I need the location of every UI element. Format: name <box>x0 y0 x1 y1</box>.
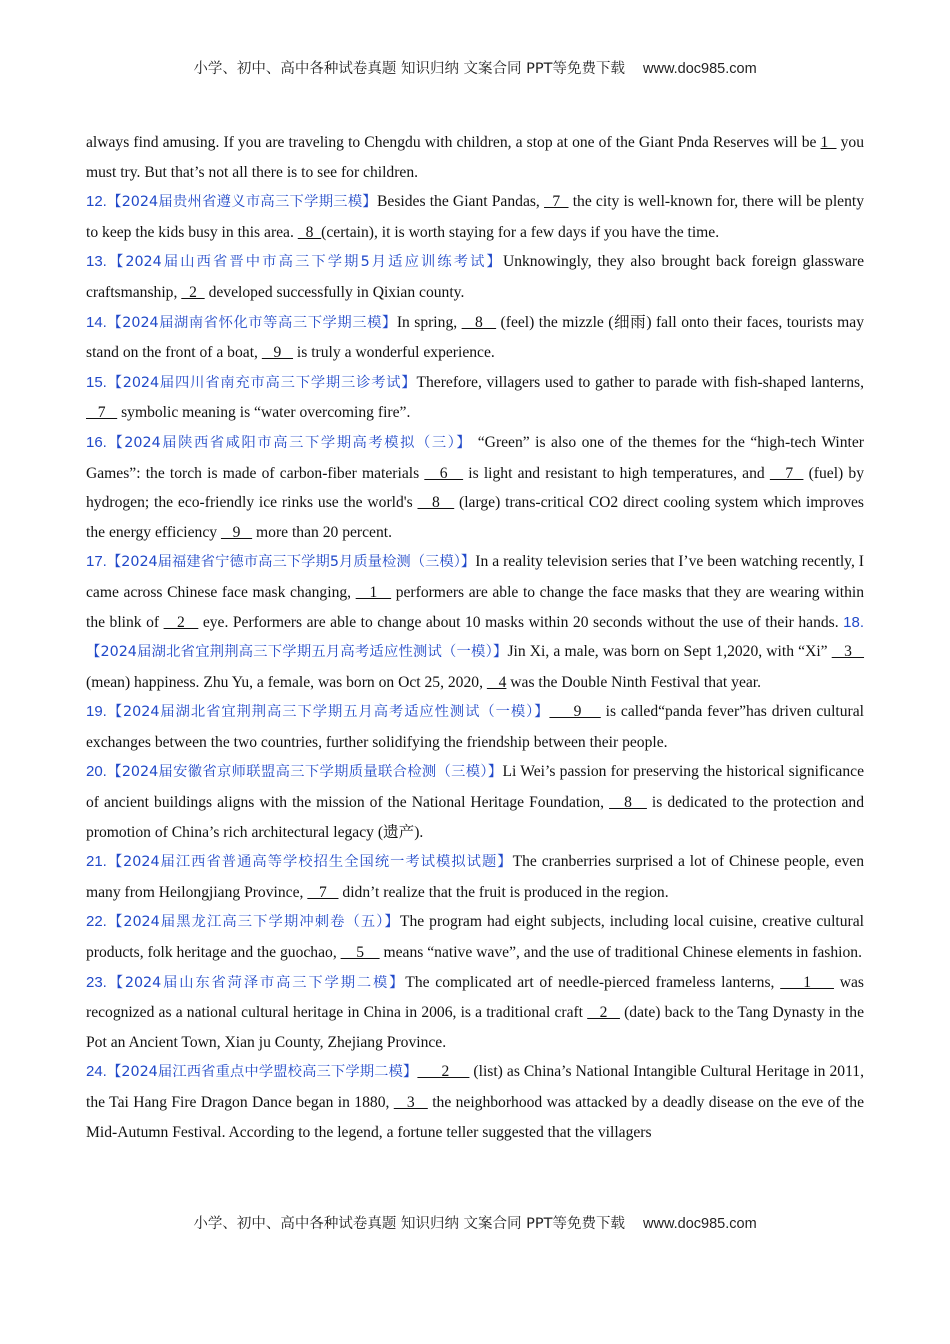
question-paragraph <box>86 547 864 697</box>
question-paragraph <box>86 757 864 847</box>
question-number: 21. <box>86 853 107 871</box>
question-text: (mean) happiness. Zhu Yu, a female, was born on Oct 25, 2020, <box>86 673 487 691</box>
question-number: 23. <box>86 973 107 991</box>
question-text: (large) trans-critical CO2 direct cooling system which improves the energy efficiency <box>86 494 865 541</box>
question-text: The program had eight subjects, including local cuisine, creative cultural products, folk heritage and the guochao, <box>86 913 864 962</box>
question-paragraph <box>86 308 864 368</box>
question-text: “Green” is also one of the themes for the “high-tech Winter Games”: the torch is made of carbon-fiber materials <box>86 433 864 482</box>
question-source: 【2024届江西省普通高等学校招生全国统一考试模拟试题】 <box>106 854 513 871</box>
question-text: The cranberries surprised a lot of Chinese people, even many from Heilongjiang Province, <box>86 853 864 901</box>
question-number: 20. <box>86 763 107 781</box>
question-number: 22. <box>86 913 107 931</box>
question-source: 【2024届湖北省宜荆荆高三下学期五月高考适应性测试（一模）】 <box>106 704 550 721</box>
answer-blank: 7 <box>307 883 339 901</box>
question-paragraph <box>86 428 864 547</box>
header-banner <box>0 57 950 78</box>
answer-blank: 3 <box>831 643 865 661</box>
question-paragraph <box>86 1057 864 1147</box>
question-source: 【2024届黑龙江高三下学期冲刺卷（五）】 <box>106 914 400 931</box>
question-text: the neighborhood was attacked by a deadly disease on the eve of the Mid-Autumn Festival. According to the legend, a fortune teller suggested that the villagers <box>86 1094 864 1141</box>
answer-blank: 1 <box>820 134 837 151</box>
question-text: (date) back to the Tang Dynasty in the Pot an Ancient Town, Xian ju County, Zhejiang Province. <box>86 1004 865 1051</box>
question-text: Li Wei’s passion for preserving the historical significance of ancient buildings aligns with the mission of the National Heritage Foundation, <box>86 763 864 812</box>
question-source: 【2024届安徽省京师联盟高三下学期质量联合检测（三模）】 <box>106 764 503 781</box>
answer-blank: 8 <box>461 313 497 331</box>
question-number: 18. <box>843 613 864 631</box>
question-source: 【2024届江西省重点中学盟校高三下学期二模】 <box>106 1064 418 1081</box>
answer-blank: 9 <box>261 344 294 362</box>
question-text: was the Double Ninth Festival that year. <box>506 673 762 691</box>
question-list <box>86 187 864 1147</box>
answer-blank: 8 <box>609 794 647 812</box>
question-number: 16. <box>86 433 107 451</box>
question-number: 15. <box>86 373 107 391</box>
footer-banner <box>0 1212 950 1233</box>
answer-blank: 1 <box>780 973 834 991</box>
answer-blank: 4 <box>486 673 507 691</box>
question-number: 12. <box>86 193 107 211</box>
question-text: (fuel) by hydrogen; the eco-friendly ice rinks use the world's <box>86 464 864 512</box>
question-number: 14. <box>86 313 107 331</box>
intro-text: you must try. But that’s not all there is to see for children. <box>86 134 865 181</box>
question-text: Therefore, villagers used to gather to parade with fish-shaped lanterns, <box>416 373 864 391</box>
question-text: (list) as China’s National Intangible Cultural Heritage in 2011, the Tai Hang Fire Dragon Dance began in 1880, <box>86 1063 864 1111</box>
question-paragraph <box>86 368 864 428</box>
answer-blank: 8 <box>417 494 455 512</box>
question-number: 24. <box>86 1063 107 1081</box>
answer-blank: 9 <box>220 523 253 541</box>
question-text: The complicated art of needle-pierced frameless lanterns, <box>405 973 781 991</box>
question-text: developed successfully in Qixian county. <box>204 283 465 301</box>
question-source: 【2024届四川省南充市高三下学期三诊考试】 <box>106 374 417 391</box>
question-text: (certain), it is worth staying for a few days if you have the time. <box>321 223 720 241</box>
question-text: means “native wave”, and the use of traditional Chinese elements in fashion. <box>379 944 862 962</box>
question-text: In spring, <box>396 313 462 331</box>
answer-blank: 5 <box>340 944 380 962</box>
intro-text: always find amusing. If you are traveling to Chengdu with children, a stop at one of the Giant Pnda Reserves will be <box>86 134 821 151</box>
question-paragraph <box>86 697 864 757</box>
answer-blank: 8 <box>297 223 322 241</box>
question-text: the city is well-known for, there will be plenty to keep the kids busy in this area. <box>86 193 865 241</box>
answer-blank: 7 <box>769 464 804 482</box>
answer-blank: 2 <box>163 613 199 631</box>
question-source: 【2024届山东省菏泽市高三下学期二模】 <box>106 974 406 991</box>
answer-blank: 2 <box>181 283 205 301</box>
answer-blank: 1 <box>355 583 392 601</box>
answer-blank: 3 <box>393 1094 428 1111</box>
question-text: is called“panda fever”has driven cultural exchanges between the two countries, further solidifying the friendship between their people. <box>86 703 864 751</box>
footer-banner-text: 小学、初中、高中各种试卷真题 知识归纳 文案合同 PPT等免费下载 <box>193 1216 626 1232</box>
question-text: symbolic meaning is “water overcoming fire”. <box>117 404 411 422</box>
question-paragraph <box>86 187 864 247</box>
question-number: 19. <box>86 703 107 721</box>
question-source: 【2024届湖南省怀化市等高三下学期三模】 <box>106 314 397 331</box>
question-text: performers are able to change the face masks that they are wearing within the blink of <box>86 583 865 631</box>
question-source: 【2024届陕西省咸阳市高三下学期高考模拟（三）】 <box>106 434 473 451</box>
question-text: is light and resistant to high temperatures, and <box>463 464 770 482</box>
footer-url-link[interactable]: www.doc985.com <box>643 1216 757 1232</box>
answer-blank: 7 <box>544 193 569 211</box>
question-text: was recognized as a national cultural heritage in China in 2006, is a traditional craft <box>86 973 864 1022</box>
header-banner-text: 小学、初中、高中各种试卷真题 知识归纳 文案合同 PPT等免费下载 <box>193 61 626 77</box>
question-source: 【2024届贵州省遵义市高三下学期三模】 <box>106 194 378 211</box>
intro-paragraph <box>86 128 864 187</box>
answer-blank: 9 <box>549 703 601 721</box>
question-number: 13. <box>86 253 107 271</box>
question-text: In a reality television series that I’ve been watching recently, I came across Chinese face mask changing, <box>86 553 864 601</box>
answer-blank: 6 <box>424 464 464 482</box>
answer-blank: 7 <box>86 404 118 422</box>
answer-blank: 2 <box>587 1004 620 1022</box>
answer-blank: 2 <box>417 1063 470 1081</box>
document-body <box>86 128 864 1147</box>
question-paragraph <box>86 247 864 307</box>
question-text: is truly a wonderful experience. <box>293 344 495 362</box>
question-paragraph <box>86 847 864 907</box>
question-source: 【2024届福建省宁德市高三下学期5月质量检测（三模）】 <box>106 554 476 571</box>
question-text: Besides the Giant Pandas, <box>377 193 545 211</box>
question-text: didn’t realize that the fruit is produced in the region. <box>338 883 669 901</box>
header-url-link[interactable]: www.doc985.com <box>643 61 757 77</box>
question-paragraph <box>86 907 864 967</box>
question-source: 【2024届湖北省宜荆荆高三下学期五月高考适应性测试（一模）】 <box>86 644 508 661</box>
question-text: more than 20 percent. <box>252 523 392 541</box>
question-text: eye. Performers are able to change about 10 masks within 20 seconds without the use of their hands. <box>198 613 844 631</box>
question-paragraph <box>86 968 864 1058</box>
question-text: Unknowingly, they also brought back foreign glassware craftsmanship, <box>86 253 864 301</box>
question-text: is dedicated to the protection and promotion of China’s rich architectural legacy (遗产). <box>86 794 865 841</box>
question-number: 17. <box>86 553 107 571</box>
question-text: Jin Xi, a male, was born on Sept 1,2020, with “Xi” <box>507 643 832 661</box>
question-text: (feel) the mizzle (细雨) fall onto their faces, tourists may stand on the front of a boat, <box>86 313 864 362</box>
question-source: 【2024届山西省晋中市高三下学期5月适应训练考试】 <box>106 254 503 271</box>
